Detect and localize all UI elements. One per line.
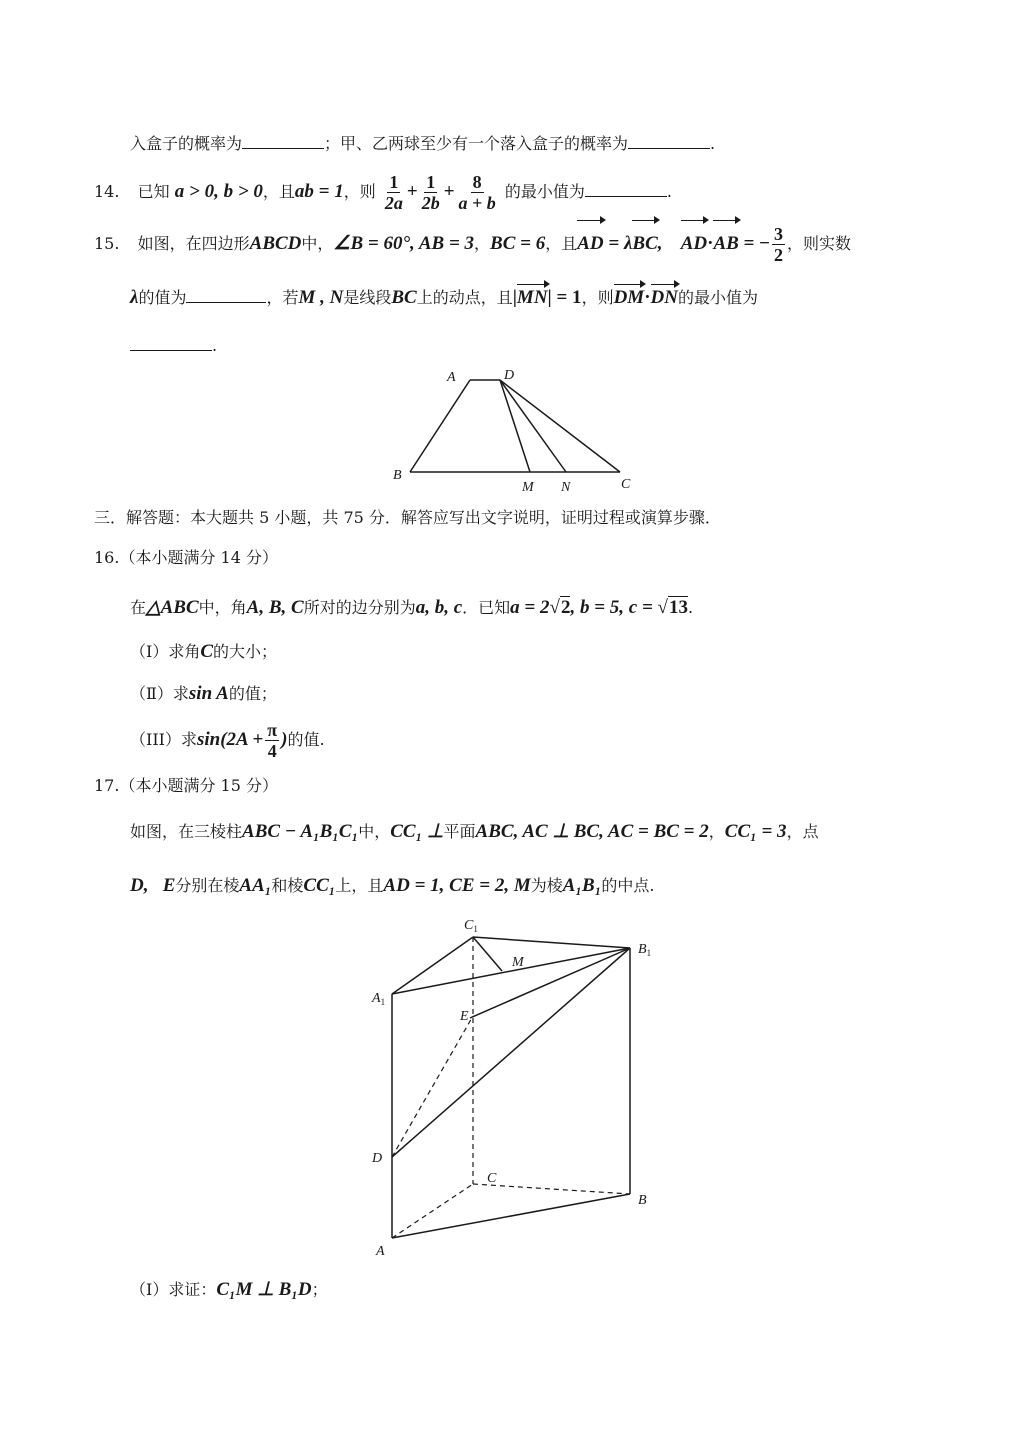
q15-abs-left: | (512, 287, 517, 308)
q17-part-1-end: ； (311, 1280, 328, 1299)
q15-text-2: 中， (301, 234, 334, 253)
label-a: A (376, 1244, 385, 1259)
q17-part-1-tag: （Ⅰ）求证： (130, 1280, 217, 1299)
q14-text-1: 已知 (137, 182, 170, 201)
q15-text-4: ，且 (545, 234, 578, 253)
answer-blank (186, 288, 266, 303)
q16-a-eq: a = 2 (510, 597, 550, 618)
q17-text-2: 中， (358, 822, 391, 841)
q15-quad: ABCD (249, 233, 302, 254)
label-m: M (512, 955, 524, 970)
q15-text-1: 如图，在四边形 (137, 234, 250, 253)
q17-text-8: 上，且 (335, 876, 384, 895)
segment-eb1 (470, 948, 630, 1018)
q17-points-de: D, E (130, 875, 176, 896)
q16-a-radicand: 2 (560, 597, 571, 618)
q16-statement: 在△ABC中，角A, B, C所对的边分别为a, b, c．已知a = 2√2, b = 5, c = √13. (130, 597, 694, 618)
q14-text-2: ，且 (262, 182, 295, 201)
answer-blank (130, 336, 212, 351)
edge-ab (392, 1194, 630, 1238)
q14-fraction-3: $\frac{8}{a + b}$ (458, 172, 496, 213)
q15-fraction: $\frac{3}{2}$ (773, 224, 783, 265)
q16-angles: A, B, C (246, 597, 304, 618)
q16-header-line (94, 546, 278, 570)
q15-angle: ∠B = 60°, AB = 3 (333, 233, 475, 254)
q17-cc1: CC₁ ⊥ (390, 821, 444, 842)
label-c: C (487, 1171, 497, 1186)
label-d: D (372, 1151, 383, 1166)
q16-part-1 (130, 640, 277, 664)
q15-line-3 (130, 334, 217, 358)
q14-fraction-2: $\frac{1}{2b}$ (421, 172, 440, 213)
q15-end: . (212, 336, 218, 355)
edge-a1b1 (392, 948, 630, 994)
q15-text-3: ， (474, 234, 491, 253)
q17-text-3: 平面 (443, 822, 476, 841)
q16-sides: a, b, c (415, 597, 463, 618)
q15-dot-2: · (644, 287, 651, 308)
q17-text-9: 为棱 (530, 876, 563, 895)
q17-text-4: ， (708, 822, 725, 841)
answer-blank (242, 134, 324, 149)
q16-part-1-end: 的大小； (213, 642, 278, 661)
label-c: C (621, 477, 631, 492)
q16-part-1-tag: （Ⅰ）求角 (130, 642, 201, 661)
q15-eq1: = λ (603, 233, 633, 254)
section-3-text: 三．解答题：本大题共 5 小题，共 75 分．解答应写出文字说明，证明过程或演算步骤． (94, 508, 721, 527)
label-a1: $A_1$ (372, 991, 386, 1007)
q17-relations: ABC, AC ⊥ BC, AC = BC = 2 (475, 821, 709, 842)
q17-statement-1 (130, 818, 819, 846)
vector-bc: BC (632, 222, 657, 266)
q15-text-7: ，若 (266, 288, 299, 307)
q15-bc: BC = 6 (490, 233, 546, 254)
q17-cc1-b: CC₁ (303, 875, 336, 896)
q15-comma: , (657, 233, 663, 254)
q16-part-2-end: 的值； (228, 684, 277, 703)
q17-conditions: AD = 1, CE = 2, M (383, 875, 531, 896)
quadrilateral-figure (380, 360, 650, 500)
vector-mn: MN (516, 287, 548, 308)
q14-line: 14. 已知 a > 0, b > 0，且ab = 1，则 $\frac{1}{2a}$ + $\frac{1}{2b}$ + $\frac{8}{a + b}$ 的最小值为 . (94, 172, 672, 213)
segment-dm (500, 380, 530, 472)
prism-figure (360, 910, 670, 1260)
segment-db1 (392, 948, 630, 1157)
q17-part-1 (130, 1276, 328, 1304)
label-d: D (504, 368, 515, 383)
q16-text-3: 所对的边分别为 (303, 598, 416, 617)
q16-part-3-tag: （III）求 (130, 730, 197, 749)
q17-prism: ABC − A₁B₁C₁ (242, 821, 359, 842)
edge-dc (500, 380, 620, 472)
q16-number: 16. (94, 548, 120, 567)
q17-header-line (94, 774, 278, 798)
vector-ab: AB (713, 222, 738, 266)
q15-text-11: 的最小值为 (678, 288, 759, 307)
label-m: M (522, 480, 534, 495)
edge-c1b1 (473, 937, 630, 948)
q16-end: . (687, 598, 694, 617)
q16-text-1: 在 (130, 598, 147, 617)
q16-triangle: △ABC (146, 597, 199, 618)
q17-a1b1: A₁B₁ (562, 875, 602, 896)
q14-text-4: 的最小值为 (504, 182, 585, 201)
q14-condition: a > 0, b > 0 (174, 181, 263, 202)
q16-part-3-paren: ) (281, 729, 288, 750)
q17-header: （本小题满分 15 分） (119, 776, 278, 795)
label-b: B (638, 1193, 647, 1208)
q17-text-5: ，点 (786, 822, 819, 841)
segment-c1m (473, 937, 502, 971)
q16-part-2-tag: （Ⅱ）求 (130, 684, 189, 703)
label-c1: $C_1$ (464, 918, 478, 934)
label-n: N (561, 480, 571, 495)
q16-text-4: ．已知 (462, 598, 511, 617)
label-b1: $B_1$ (638, 942, 652, 958)
q17-text-10: 的中点. (601, 876, 655, 895)
q16-part-2 (130, 682, 277, 706)
q16-part-3-expr: sin(2A + (196, 729, 264, 750)
q17-statement-2 (130, 872, 654, 900)
q15-eq2: = − (738, 233, 770, 254)
q17-part-1-expr: C₁M ⊥ B₁D (216, 1279, 312, 1300)
q17-text-7: 和棱 (271, 876, 304, 895)
q15-abs-right: | = 1 (547, 287, 582, 308)
q15-text-10: ，则 (581, 288, 614, 307)
q16-b-c: , b = 5, c = (570, 597, 658, 618)
answer-blank (628, 134, 710, 149)
q16-part-3-end: 的值. (287, 730, 325, 749)
vector-dm: DM (613, 287, 645, 308)
q14-end: . (666, 182, 672, 201)
q17-text-6: 分别在棱 (175, 876, 240, 895)
segment-de-hidden (392, 1016, 473, 1157)
q13-text-3: . (710, 134, 716, 153)
q16-part-1-var: C (200, 641, 214, 662)
q16-text-2: 中，角 (198, 598, 247, 617)
q17-cc1-eq: CC₁ = 3 (724, 821, 787, 842)
q15-text-5: ，则实数 (786, 234, 851, 253)
q17-aa1: AA₁ (239, 875, 272, 896)
q17-number: 17. (94, 776, 120, 795)
q16-header: （本小题满分 14 分） (119, 548, 278, 567)
q15-lambda: λ (130, 287, 139, 308)
label-a: A (447, 370, 456, 385)
q15-text-6: 的值为 (138, 288, 187, 307)
vector-dn: DN (650, 287, 678, 308)
q14-number: 14. (94, 182, 120, 201)
q14-text-3: ，则 (343, 182, 376, 201)
q15-text-9: 上的动点，且 (416, 288, 513, 307)
q16-part-2-expr: sin A (188, 683, 229, 704)
label-b: B (393, 468, 402, 483)
segment-dn (500, 380, 566, 472)
q17-text-1: 如图，在三棱柱 (130, 822, 243, 841)
q15-dot: · (707, 233, 714, 254)
vector-ad: AD (577, 222, 603, 266)
q15-line-2 (130, 286, 758, 310)
q15-number: 15. (94, 234, 120, 253)
q15-line-1 (94, 222, 851, 266)
edge-cb-hidden (473, 1184, 630, 1194)
answer-blank (585, 182, 667, 197)
q13-tail-line (130, 132, 715, 156)
label-e: E (460, 1009, 469, 1024)
q14-fraction-1: $\frac{1}{2a}$ (384, 172, 403, 213)
q16-part-3 (130, 718, 325, 762)
q16-c-radicand: 13 (668, 597, 688, 618)
q15-seg: BC (391, 287, 417, 308)
q13-text-1: 入盒子的概率为 (130, 134, 243, 153)
q16-part-3-fraction: $\frac{\pi}{4}$ (267, 720, 278, 761)
section-3-header (94, 506, 721, 530)
edge-ba (410, 380, 470, 472)
q14-condition-2: ab = 1 (294, 181, 344, 202)
q15-text-8: 是线段 (343, 288, 392, 307)
q13-text-2: ；甲、乙两球至少有一个落入盒子的概率为 (324, 134, 629, 153)
q15-mn: M , N (298, 287, 344, 308)
vector-ad-2: AD (681, 222, 707, 266)
